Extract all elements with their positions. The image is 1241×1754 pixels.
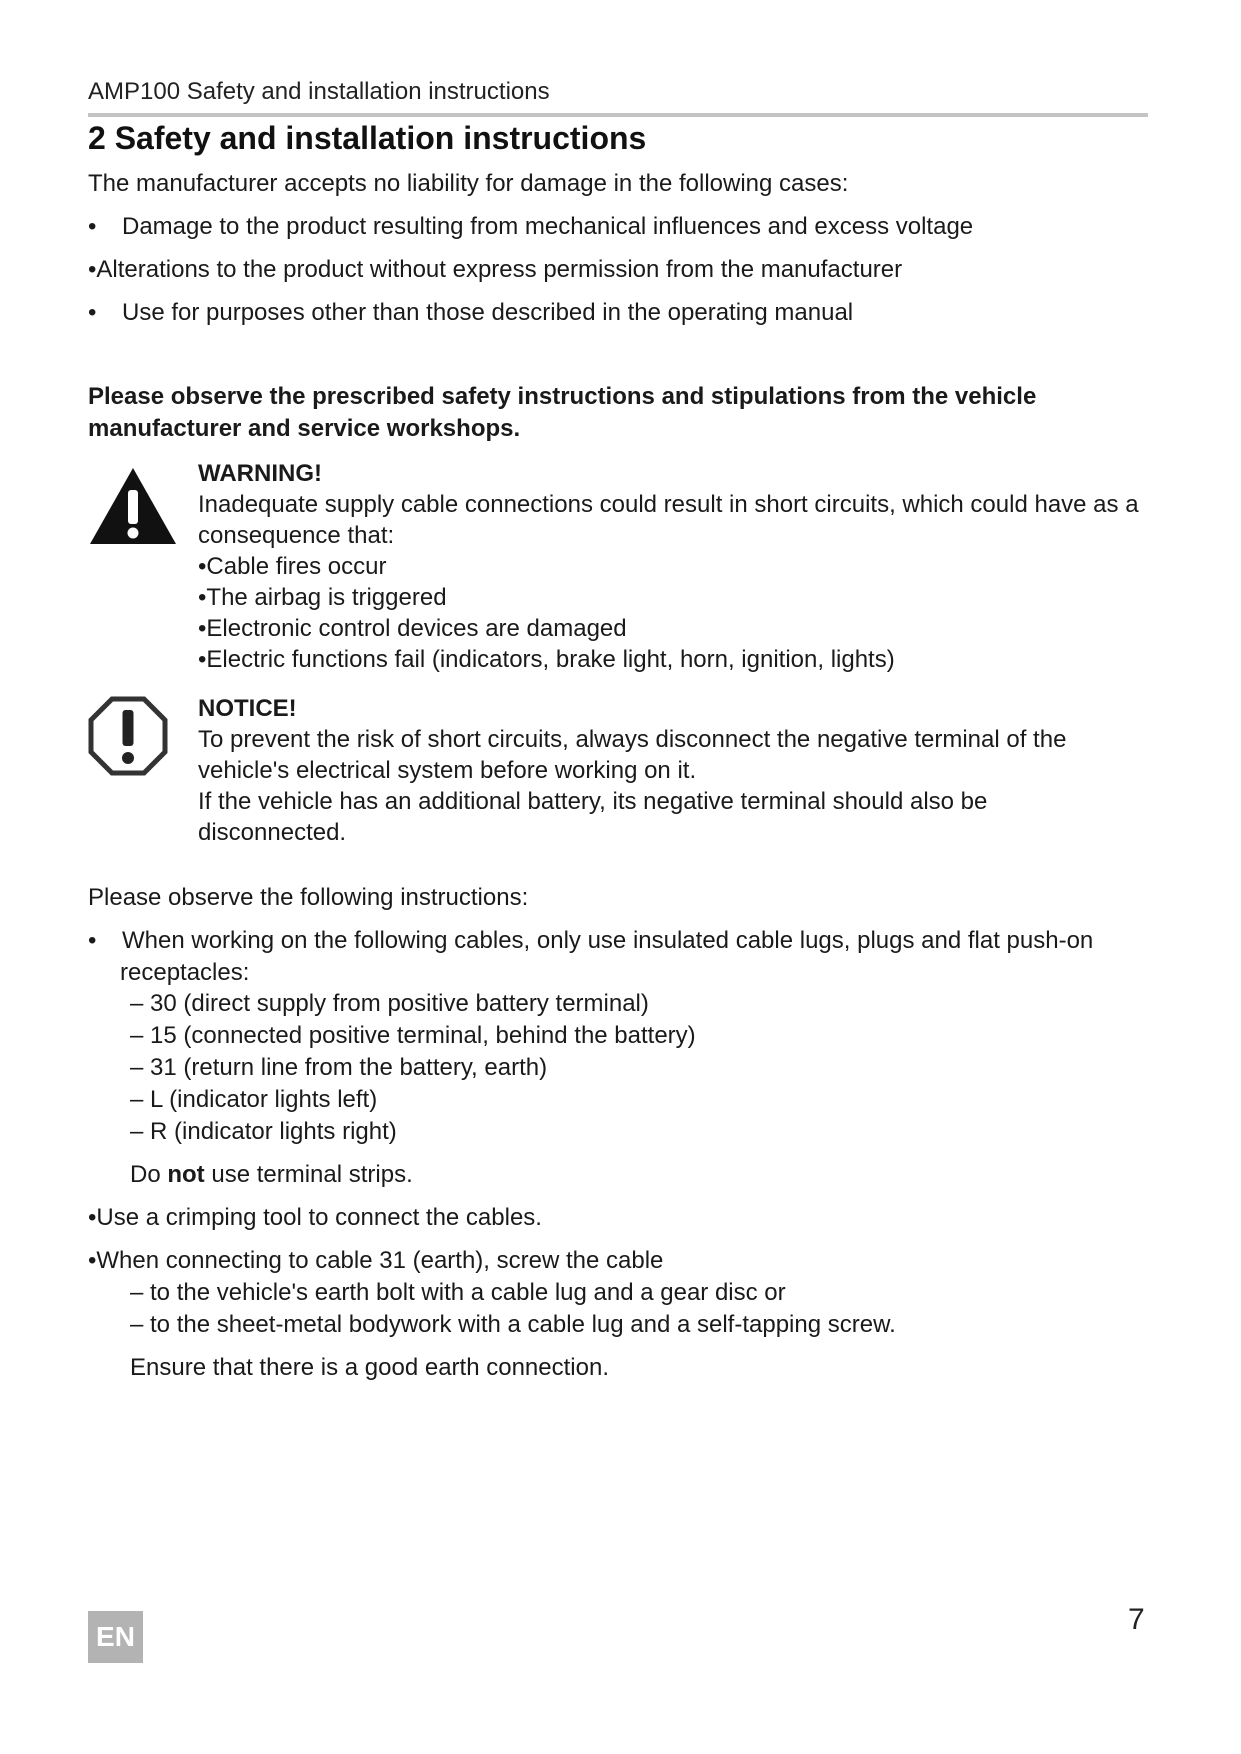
warning-text: Inadequate supply cable connections could result in short circuits, which could have as a consequence that: [198,491,1139,549]
cable-item: – 30 (direct supply from positive battery terminal) [130,990,649,1017]
warning-label: WARNING! [198,460,322,487]
liability-item: • Damage to the product resulting from mechanical influences and excess voltage [88,211,973,243]
cable-item: – L (indicator lights left) [130,1086,378,1113]
warning-item: •Cable fires occur [198,553,387,580]
warning-triangle-icon [88,466,178,546]
bullet-dot: • [88,1247,97,1274]
page-number: 7 [1128,1603,1145,1636]
cable-item: – 31 (return line from the battery, earth) [130,1054,548,1081]
cable-item: – R (indicator lights right) [130,1118,397,1145]
notice-block [198,693,1138,848]
warning-block [198,458,1198,675]
bullet-dot: • [88,299,97,326]
header-rule [88,113,1148,117]
instruction-item: •Use a crimping tool to connect the cables. [88,1204,542,1231]
observe-note: Please observe the prescribed safety instructions and stipulations from the vehicle manufacturer and service workshops. [88,383,1037,442]
terminal-strip-note: Do not use terminal strips. [130,1161,413,1188]
notice-text: To prevent the risk of short circuits, always disconnect the negative terminal of the vehicle's electrical system before working on it. [198,726,1067,784]
instruction-item: •When connecting to cable 31 (earth), screw the cable [88,1247,664,1274]
running-header: AMP100 Safety and installation instructions [88,78,550,105]
notice-label: NOTICE! [198,695,297,722]
liability-item: • Use for purposes other than those described in the operating manual [88,297,853,329]
warning-item: •The airbag is triggered [198,584,447,611]
instructions-intro: Please observe the following instructions: [88,884,529,911]
earth-note: Ensure that there is a good earth connection. [130,1354,609,1381]
earth-option: – to the sheet-metal bodywork with a cable lug and a self-tapping screw. [130,1311,896,1338]
liability-item: •Alterations to the product without express permission from the manufacturer [88,256,903,283]
language-badge: EN [88,1611,143,1663]
bullet-dot: • [88,927,97,954]
section-title: 2 Safety and installation instructions [88,120,647,156]
liability-intro: The manufacturer accepts no liability for damage in the following cases: [88,170,849,197]
warning-item: •Electric functions fail (indicators, brake light, horn, ignition, lights) [198,646,895,673]
notice-octagon-icon [88,696,168,776]
cable-item: – 15 (connected positive terminal, behind the battery) [130,1022,696,1049]
bullet-dot: • [88,1204,97,1231]
earth-option: – to the vehicle's earth bolt with a cable lug and a gear disc or [130,1279,786,1306]
bullet-dot: • [88,213,97,240]
bullet-dot: • [88,256,97,283]
notice-text: If the vehicle has an additional battery, its negative terminal should also be disconnected. [198,788,988,846]
warning-item: •Electronic control devices are damaged [198,615,627,642]
instruction-item: • When working on the following cables, only use insulated cable lugs, plugs and flat push-on receptacles: [88,927,1094,986]
